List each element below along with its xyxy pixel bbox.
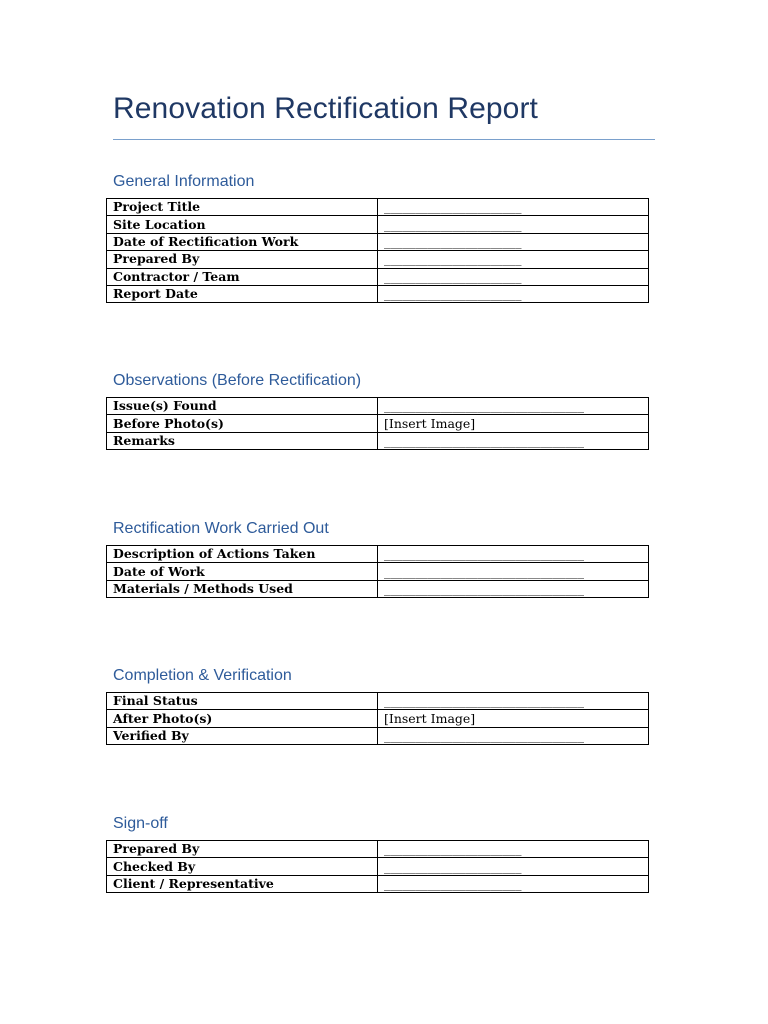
table-row — [107, 398, 649, 415]
table-row — [107, 727, 649, 744]
row-value-field[interactable]: ______________________ — [378, 251, 649, 268]
row-label: Contractor / Team — [107, 268, 378, 285]
observations-table — [106, 397, 649, 450]
signature-field[interactable]: ______________________ — [378, 858, 649, 875]
sign-off-table — [106, 840, 649, 893]
table-row — [107, 693, 649, 710]
row-value-field[interactable]: ______________________ — [378, 268, 649, 285]
row-label: Project Title — [107, 199, 378, 216]
document-title: Renovation Rectification Report — [113, 92, 538, 125]
section-heading: General Information — [113, 173, 255, 190]
table-row — [107, 580, 649, 597]
section-heading: Sign-off — [113, 815, 168, 832]
row-label: Report Date — [107, 285, 378, 302]
signature-field[interactable]: ______________________ — [378, 875, 649, 892]
row-label: Materials / Methods Used — [107, 580, 378, 597]
row-label: Remarks — [107, 432, 378, 449]
row-label: Date of Work — [107, 563, 378, 580]
table-row — [107, 199, 649, 216]
image-placeholder[interactable]: [Insert Image] — [378, 710, 649, 727]
row-value-field[interactable]: ________________________________ — [378, 563, 649, 580]
row-value-field[interactable]: ________________________________ — [378, 693, 649, 710]
table-row — [107, 415, 649, 432]
row-label: Prepared By — [107, 251, 378, 268]
general-information-table — [106, 198, 649, 303]
table-row — [107, 233, 649, 250]
row-label: Client / Representative — [107, 875, 378, 892]
section-heading: Completion & Verification — [113, 667, 292, 684]
row-label: After Photo(s) — [107, 710, 378, 727]
row-value-field[interactable]: ______________________ — [378, 233, 649, 250]
section-heading: Observations (Before Rectification) — [113, 372, 362, 389]
row-value-field[interactable]: ______________________ — [378, 216, 649, 233]
section-general-information — [106, 171, 649, 303]
rectification-work-table — [106, 545, 649, 598]
section-heading: Rectification Work Carried Out — [113, 520, 329, 537]
row-value-field[interactable]: ________________________________ — [378, 580, 649, 597]
table-row — [107, 710, 649, 727]
section-completion-verification — [106, 665, 649, 745]
row-value-field[interactable]: ________________________________ — [378, 398, 649, 415]
row-value-field[interactable]: ______________________ — [378, 199, 649, 216]
row-value-field[interactable]: ________________________________ — [378, 432, 649, 449]
table-row — [107, 546, 649, 563]
table-row — [107, 216, 649, 233]
row-label: Prepared By — [107, 841, 378, 858]
table-row — [107, 858, 649, 875]
row-label: Final Status — [107, 693, 378, 710]
row-label: Site Location — [107, 216, 378, 233]
completion-verification-table — [106, 692, 649, 745]
row-value-field[interactable]: ______________________ — [378, 285, 649, 302]
section-rectification-work — [106, 518, 649, 598]
image-placeholder[interactable]: [Insert Image] — [378, 415, 649, 432]
row-label: Before Photo(s) — [107, 415, 378, 432]
table-row — [107, 432, 649, 449]
title-divider — [113, 139, 655, 140]
row-label: Verified By — [107, 727, 378, 744]
table-row — [107, 875, 649, 892]
table-row — [107, 285, 649, 302]
section-sign-off — [106, 813, 649, 893]
table-row — [107, 268, 649, 285]
row-value-field[interactable]: ________________________________ — [378, 546, 649, 563]
row-label: Checked By — [107, 858, 378, 875]
row-label: Date of Rectification Work — [107, 233, 378, 250]
row-value-field[interactable]: ________________________________ — [378, 727, 649, 744]
table-row — [107, 841, 649, 858]
table-row — [107, 563, 649, 580]
table-row — [107, 251, 649, 268]
row-label: Issue(s) Found — [107, 398, 378, 415]
section-observations — [106, 370, 649, 450]
signature-field[interactable]: ______________________ — [378, 841, 649, 858]
row-label: Description of Actions Taken — [107, 546, 378, 563]
